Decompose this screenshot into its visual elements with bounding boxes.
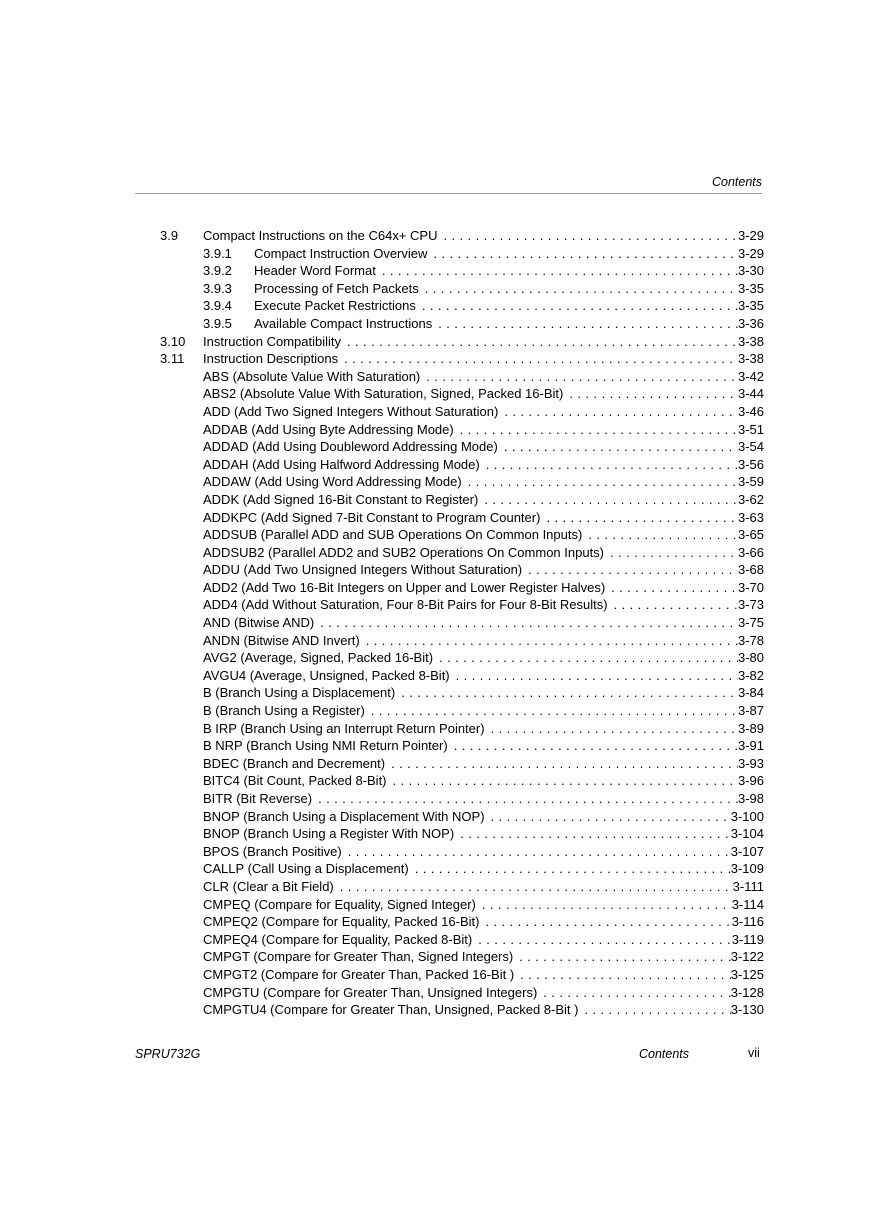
toc-page-number: 3-54 [737, 439, 764, 455]
toc-entry-line [203, 227, 764, 245]
toc-entry-line [203, 808, 764, 826]
toc-page-number: 3-56 [737, 456, 764, 472]
toc-entry-line [203, 350, 764, 368]
toc-entry-line [203, 878, 764, 896]
toc-entry-title: B (Branch Using a Register) [203, 703, 365, 719]
toc-entry-title: AVG2 (Average, Signed, Packed 16-Bit) [203, 650, 434, 666]
toc-entry-line [203, 684, 764, 702]
toc-dot-leader [342, 843, 731, 861]
toc-dot-leader [365, 702, 738, 720]
toc-entry-title: CMPEQ2 (Compare for Equality, Packed 16-Bit) [203, 914, 480, 930]
toc-entry[interactable] [160, 596, 764, 614]
toc-page-number: 3-38 [737, 351, 764, 367]
toc-entry-title: ADDU (Add Two Unsigned Integers Without Saturation) [203, 562, 523, 578]
toc-entry-line [203, 421, 764, 439]
toc-entry-title: ADDK (Add Signed 16-Bit Constant to Register) [203, 491, 479, 507]
toc-page-number: 3-130 [730, 1002, 764, 1018]
toc-page-number: 3-29 [737, 245, 764, 261]
toc-entry-line [203, 896, 764, 914]
toc-entry-line [203, 772, 764, 790]
toc-entry-line [203, 931, 764, 949]
toc-page-number: 3-82 [737, 667, 764, 683]
header-rule [135, 193, 762, 194]
toc-entry[interactable] [160, 984, 764, 1002]
toc-entry-line [203, 948, 764, 966]
toc-entry-line [203, 860, 764, 878]
toc-entry-line [203, 280, 764, 298]
toc-entry[interactable] [160, 280, 764, 298]
toc-entry-title: ADDAW (Add Using Word Addressing Mode) [203, 474, 462, 490]
toc-entry-line [203, 368, 764, 386]
toc-entry-line [203, 843, 764, 861]
toc-page-number: 3-107 [730, 843, 764, 859]
toc-entry-title: ADD (Add Two Signed Integers Without Saturation) [203, 403, 499, 419]
toc-entry-line [203, 579, 764, 597]
toc-entry[interactable] [160, 772, 764, 790]
toc-page-number: 3-59 [737, 474, 764, 490]
toc-subsection-number: 3.9.2 [203, 263, 232, 279]
toc-page-number: 3-63 [737, 509, 764, 525]
toc-page-number: 3-91 [737, 738, 764, 754]
toc-dot-leader [582, 526, 738, 544]
toc-entry[interactable] [160, 491, 764, 509]
toc-entry-line [203, 790, 764, 808]
toc-dot-leader [420, 368, 738, 386]
toc-page-number: 3-111 [732, 878, 764, 894]
toc-dot-leader [385, 755, 738, 773]
toc-entry-line [203, 561, 764, 579]
toc-page-number: 3-128 [730, 984, 764, 1000]
toc-entry-line [203, 737, 764, 755]
toc-entry[interactable] [160, 755, 764, 773]
toc-entry-line [203, 825, 764, 843]
toc-dot-leader [472, 931, 731, 949]
toc-page-number: 3-68 [737, 562, 764, 578]
toc-dot-leader [454, 421, 738, 439]
toc-entry-line [203, 649, 764, 667]
toc-page-number: 3-78 [737, 632, 764, 648]
toc-entry[interactable] [160, 579, 764, 597]
toc-entry-title: ANDN (Bitwise AND Invert) [203, 632, 360, 648]
toc-dot-leader [432, 315, 738, 333]
toc-entry-line [203, 509, 764, 527]
toc-entry[interactable] [160, 948, 764, 966]
table-of-contents [160, 227, 764, 1019]
toc-entry-title: B IRP (Branch Using an Interrupt Return Pointer) [203, 720, 485, 736]
toc-entry[interactable] [160, 878, 764, 896]
toc-dot-leader [563, 385, 738, 403]
toc-dot-leader [485, 720, 738, 738]
toc-dot-leader [334, 878, 733, 896]
toc-entry[interactable] [160, 632, 764, 650]
toc-page-number: 3-116 [731, 914, 764, 930]
toc-page-number: 3-35 [737, 280, 764, 296]
toc-entry-title: CLR (Clear a Bit Field) [203, 878, 334, 894]
toc-page-number: 3-114 [731, 896, 764, 912]
toc-entry-title: Instruction Compatibility [203, 333, 341, 349]
toc-page-number: 3-62 [737, 491, 764, 507]
toc-entry[interactable] [160, 896, 764, 914]
toc-entry-title: Instruction Descriptions [203, 351, 339, 367]
toc-entry[interactable] [160, 245, 764, 263]
toc-entry[interactable] [160, 702, 764, 720]
toc-dot-leader [376, 262, 738, 280]
toc-entry[interactable] [160, 649, 764, 667]
toc-dot-leader [312, 790, 738, 808]
toc-entry-line [203, 596, 764, 614]
toc-entry-title: Compact Instructions on the C64x+ CPU [203, 228, 438, 243]
toc-entry[interactable] [160, 544, 764, 562]
toc-entry-title: ADDKPC (Add Signed 7-Bit Constant to Program Counter) [203, 509, 541, 525]
toc-entry-line [203, 491, 764, 509]
toc-entry-title: CMPGTU (Compare for Greater Than, Unsigned Integers) [203, 984, 538, 1000]
toc-dot-leader [427, 245, 738, 263]
footer-section: Contents [639, 1047, 690, 1061]
toc-dot-leader [387, 772, 738, 790]
toc-entry-line [203, 614, 764, 632]
toc-entry[interactable] [160, 262, 764, 280]
toc-page-number: 3-35 [737, 298, 764, 314]
toc-entry-title: BITR (Bit Reverse) [203, 791, 313, 806]
toc-page-number: 3-119 [731, 931, 764, 947]
toc-entry[interactable] [160, 350, 764, 368]
toc-entry-title: ADDAH (Add Using Halfword Addressing Mode) [203, 456, 480, 472]
toc-entry-title: ADDAD (Add Using Doubleword Addressing Mode) [203, 439, 498, 455]
toc-entry-line [203, 438, 764, 456]
toc-page-number: 3-36 [737, 315, 764, 331]
toc-dot-leader [578, 1001, 730, 1019]
toc-entry-title: BITC4 (Bit Count, Packed 8-Bit) [203, 773, 387, 789]
toc-entry[interactable] [160, 614, 764, 632]
toc-dot-leader [314, 614, 738, 632]
toc-dot-leader [605, 579, 738, 597]
toc-entry-line [203, 966, 764, 984]
toc-entry[interactable] [160, 561, 764, 579]
toc-entry-line [203, 667, 764, 685]
toc-section-number: 3.9 [160, 228, 179, 243]
toc-dot-leader [537, 984, 730, 1002]
toc-entry[interactable] [160, 913, 764, 931]
toc-entry[interactable] [160, 720, 764, 738]
toc-page-number: 3-89 [737, 720, 764, 736]
toc-dot-leader [437, 227, 737, 245]
toc-page-number: 3-122 [730, 949, 764, 965]
toc-dot-leader [450, 667, 738, 685]
toc-dot-leader [498, 403, 738, 421]
toc-entry[interactable] [160, 368, 764, 386]
toc-entry-line [203, 720, 764, 738]
toc-section-number: 3.10 [160, 333, 186, 349]
toc-entry-line [203, 333, 764, 351]
toc-entry-title: CMPEQ4 (Compare for Equality, Packed 8-Bit) [203, 931, 473, 947]
toc-entry[interactable] [160, 1001, 764, 1019]
toc-page-number: 3-65 [737, 527, 764, 543]
toc-entry[interactable] [160, 825, 764, 843]
toc-page-number: 3-98 [737, 791, 764, 806]
toc-entry-line [203, 297, 764, 315]
toc-entry-title: Available Compact Instructions [254, 315, 433, 331]
toc-dot-leader [478, 491, 738, 509]
toc-entry[interactable] [160, 403, 764, 421]
header-title: Contents [711, 175, 762, 189]
toc-dot-leader [480, 456, 738, 474]
toc-dot-leader [479, 913, 731, 931]
toc-entry[interactable] [160, 737, 764, 755]
toc-dot-leader [522, 561, 738, 579]
toc-dot-leader [448, 737, 738, 755]
toc-entry-title: AND (Bitwise AND) [203, 615, 315, 631]
toc-subsection-number: 3.9.1 [203, 245, 232, 261]
toc-dot-leader [419, 280, 738, 298]
toc-page-number: 3-84 [737, 685, 764, 701]
toc-entry-title: BPOS (Branch Positive) [203, 843, 342, 859]
toc-entry[interactable] [160, 526, 764, 544]
toc-page-number: 3-42 [737, 368, 764, 384]
toc-entry-title: CMPGTU4 (Compare for Greater Than, Unsigned, Packed 8-Bit ) [203, 1002, 579, 1018]
toc-entry-title: ADD4 (Add Without Saturation, Four 8-Bit Pairs for Four 8-Bit Results) [203, 597, 608, 613]
toc-page-number: 3-93 [737, 755, 764, 771]
toc-subsection-number: 3.9.3 [203, 280, 232, 296]
toc-dot-leader [498, 438, 738, 456]
toc-entry-line [203, 632, 764, 650]
toc-entry-line [203, 262, 764, 280]
toc-entry-line [203, 984, 764, 1002]
toc-entry[interactable] [160, 297, 764, 315]
toc-dot-leader [604, 544, 738, 562]
toc-page-number: 3-70 [737, 579, 764, 595]
toc-entry[interactable] [160, 333, 764, 351]
toc-entry-title: CALLP (Call Using a Displacement) [203, 861, 409, 877]
toc-page-number: 3-29 [737, 228, 764, 243]
toc-entry[interactable] [160, 509, 764, 527]
toc-page-number: 3-44 [737, 386, 764, 402]
toc-entry[interactable] [160, 473, 764, 491]
toc-page-number: 3-87 [737, 703, 764, 719]
toc-entry-line [203, 1001, 764, 1019]
toc-entry-title: ADD2 (Add Two 16-Bit Integers on Upper and Lower Register Halves) [203, 579, 606, 595]
toc-entry[interactable] [160, 860, 764, 878]
toc-entry-title: Header Word Format [254, 263, 376, 279]
toc-entry-title: AVGU4 (Average, Unsigned, Packed 8-Bit) [203, 667, 450, 683]
toc-entry-title: CMPGT2 (Compare for Greater Than, Packed 16-Bit ) [203, 966, 515, 982]
toc-entry[interactable] [160, 456, 764, 474]
toc-subsection-number: 3.9.4 [203, 298, 232, 314]
toc-dot-leader [360, 632, 738, 650]
toc-entry[interactable] [160, 667, 764, 685]
toc-entry-line [203, 702, 764, 720]
toc-entry-title: B NRP (Branch Using NMI Return Pointer) [203, 738, 448, 754]
toc-page-number: 3-38 [737, 333, 764, 349]
toc-dot-leader [540, 509, 738, 527]
toc-entry[interactable] [160, 385, 764, 403]
toc-entry-line [203, 526, 764, 544]
toc-page-number: 3-125 [730, 966, 764, 982]
footer-page-number: vii [748, 1046, 760, 1060]
toc-entry[interactable] [160, 315, 764, 333]
toc-dot-leader [454, 825, 731, 843]
toc-page-number: 3-73 [737, 597, 764, 613]
toc-dot-leader [513, 948, 731, 966]
toc-entry-line [203, 913, 764, 931]
toc-entry[interactable] [160, 684, 764, 702]
toc-entry-line [203, 315, 764, 333]
toc-entry-line [203, 385, 764, 403]
toc-entry-title: BNOP (Branch Using a Register With NOP) [203, 826, 455, 842]
footer-doc-id: SPRU732G [135, 1047, 201, 1061]
toc-entry[interactable] [160, 227, 764, 245]
toc-page-number: 3-51 [737, 421, 764, 437]
toc-entry[interactable] [160, 931, 764, 949]
toc-entry[interactable] [160, 438, 764, 456]
toc-dot-leader [338, 350, 738, 368]
toc-page-number: 3-104 [730, 826, 764, 842]
toc-entry-line [203, 403, 764, 421]
toc-dot-leader [409, 860, 731, 878]
toc-dot-leader [485, 808, 731, 826]
toc-dot-leader [395, 684, 738, 702]
toc-page-number: 3-46 [737, 403, 764, 419]
toc-dot-leader [416, 297, 738, 315]
toc-page-number: 3-100 [730, 808, 764, 824]
toc-entry-title: ADDSUB2 (Parallel ADD2 and SUB2 Operations On Common Inputs) [203, 544, 605, 560]
toc-dot-leader [433, 649, 738, 667]
toc-page-number: 3-66 [737, 544, 764, 560]
toc-entry[interactable] [160, 843, 764, 861]
toc-page-number: 3-30 [737, 263, 764, 279]
toc-page-number: 3-75 [737, 615, 764, 631]
toc-page-number: 3-80 [737, 650, 764, 666]
toc-dot-leader [476, 896, 732, 914]
toc-entry-title: CMPEQ (Compare for Equality, Signed Integer) [203, 896, 476, 912]
toc-entry-title: Processing of Fetch Packets [254, 280, 419, 296]
toc-entry[interactable] [160, 790, 764, 808]
toc-entry-title: ABS (Absolute Value With Saturation) [203, 368, 421, 384]
toc-entry-line [203, 456, 764, 474]
toc-entry-title: ADDSUB (Parallel ADD and SUB Operations On Common Inputs) [203, 527, 583, 543]
toc-page-number: 3-96 [737, 773, 764, 789]
toc-entry-title: Compact Instruction Overview [254, 245, 428, 261]
toc-dot-leader [514, 966, 731, 984]
toc-entry-title: BNOP (Branch Using a Displacement With NOP) [203, 808, 485, 824]
toc-entry[interactable] [160, 421, 764, 439]
toc-dot-leader [341, 333, 738, 351]
toc-entry[interactable] [160, 966, 764, 984]
toc-entry-line [203, 245, 764, 263]
toc-page-number: 3-109 [730, 861, 764, 877]
toc-entry-line [203, 755, 764, 773]
toc-entry-title: CMPGT (Compare for Greater Than, Signed Integers) [203, 949, 514, 965]
toc-dot-leader [462, 473, 738, 491]
toc-entry-title: ABS2 (Absolute Value With Saturation, Signed, Packed 16-Bit) [203, 386, 564, 402]
toc-entry[interactable] [160, 808, 764, 826]
toc-entry-title: ADDAB (Add Using Byte Addressing Mode) [203, 421, 454, 437]
toc-subsection-number: 3.9.5 [203, 315, 232, 331]
toc-entry-title: B (Branch Using a Displacement) [203, 685, 396, 701]
toc-entry-title: BDEC (Branch and Decrement) [203, 755, 386, 771]
toc-entry-line [203, 473, 764, 491]
toc-entry-line [203, 544, 764, 562]
toc-entry-title: Execute Packet Restrictions [254, 298, 416, 314]
toc-section-number: 3.11 [160, 351, 185, 367]
toc-dot-leader [608, 596, 738, 614]
